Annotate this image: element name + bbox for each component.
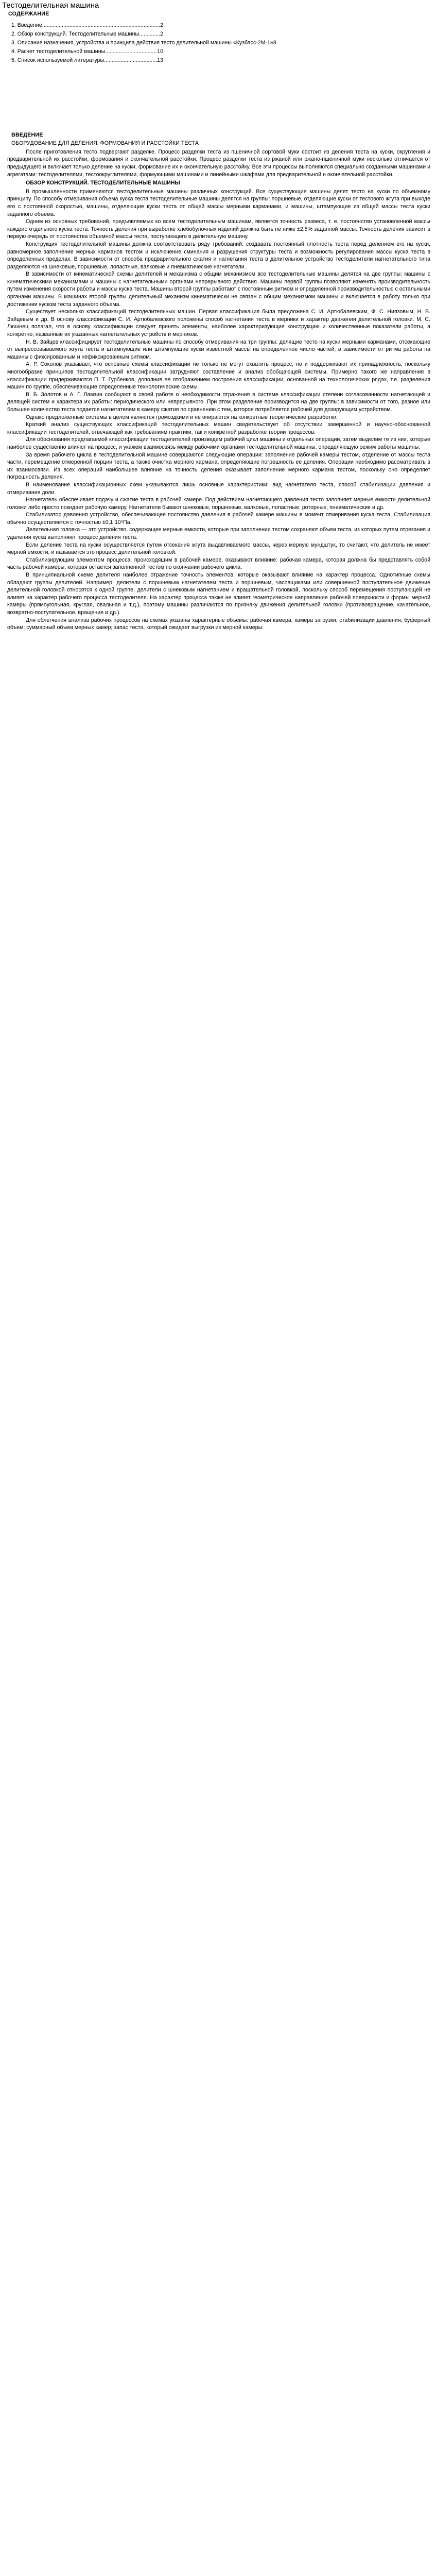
toc-leader: [42, 22, 160, 29]
paragraph: После приготовления тесто подвергают разделке. Процесс разделки теста из пшеничной сортовой муки состоит из деления теста на куски, округления и предварительной их расстойки, формования и окончательной расстойки. Процесс разделки теста из ржаной или ржано-пшеничной муки несколько отличается от предыдущего и включает только деление на куски, формование их и окончательную расстойку. Все эти процессы выполняются специально созданными машинами и агрегатами: тестоделителями, тестоокруглителями, формующими машинами и линейными шкафами для предварительной и окончательной расстойки.: [7, 148, 430, 178]
paragraph: Одним из основных требований, предъявляемых ко всем тестоделительным машинам, является точность развеса, т. е. постоянство установленной массы каждого отдельного куска теста. Точность деления при выработке хлебобулочных изделий должна быть не ниже ±2,5% заданной массы. Точность деления зависит в первую очередь от постоянства объемной массы теста, поступающего в делительную машину.: [7, 218, 430, 240]
toc-item[interactable]: [11, 47, 163, 56]
toc-leader: [104, 57, 157, 64]
section-heading: ОБЗОР КОНСТРУКЦИЙ. ТЕСТОДЕЛИТЕЛЬНЫЕ МАШИНЫ: [26, 180, 180, 187]
toc-leader: [105, 48, 157, 56]
toc-item[interactable]: [11, 38, 276, 47]
toc-item-page: 10: [157, 48, 163, 55]
toc-item-label: 4. Расчет тестоделительной машины: [11, 48, 106, 55]
toc-leader: [139, 30, 160, 38]
paragraph: В наименование классификационных схем указываются лишь основные характеристики: вид нагнетателя теста, способ стабилизации давления и отмеривания доли.: [7, 481, 430, 496]
paragraph: В принципиальной схеме делителя наиболее отражение точность элементов, которые оказывают влияние на характер процесса. Однотипные схемы обладают группы делителей. Например, делители с поршневым нагнетателем теста и поршневым, часовщиками или совершенной поступательное движение делительной головкой относятся к одной группе, делители с шнековым нагнетанием и вращательной головкой, поскольку способ перемещения поступающей не влияет на характер рабочего процесса тестоделителя. На характер процесса также не влияет геометрическое направление рабочей поверхности и формы мерной камеры (прямоугольная, круглая, овальная и т.д.), поэтому машины различаются по признаку движения делительной головки (противовращение, качательное, возвратно-поступательное, вращение и др.).: [7, 572, 430, 616]
paragraph: Существует несколько классификаций тестоделительных машин. Первая классификация была предложена С. И. Артюбалевским, Ф. С. Ниязовым, Н. В. Зайцевым и др. В основу классификации С. И. Артюбалевского положены способ нагнетания теста в мерники и характер движения делительной головки. М. С. Люшнец полагал, что в основу классификации следует принять элементы, наиболее характеризующие конструкцию и количественные показатели работы, а конкретно, названные их указанных нагнетательных устройств и мерников.: [7, 309, 430, 338]
paragraph: Если деление теста на куски осуществляется путем отсекания жгута выдавливаемого массы, через мерную мундштук, то считают, что делитель не имеет мерной емкости, и называется это процесс делительной головкой.: [7, 541, 430, 556]
paragraph: Конструкция тестоделительной машины должна соответствовать ряду требований: создавать постоянный плотность теста перед делением его на куски, равномерное заполнение мерных карманов тестом и исключение сминания и разрушения структуры теста и возможность регулирования массы куска теста в определенных пределах. В зависимости от способа предварительного сжатия и нагнетания теста в делительное устройство тестоделители нагнетательного типа разделяются на шнековые, поршневые, лопастные, валковые и пневматические нагнетатели.: [7, 241, 430, 270]
paragraph: Стабилизирующим элементом процесса, происходящим в рабочей камере, оказывают влияние: рабочая камера, которая должна бы представлять собой часть рабочей камеры, которая остается заполненной тестом по окончании рабочего цикла.: [7, 556, 430, 571]
paragraph: Однако предложенные системы в целом являются громоздкими и не опираются на конкретные теоретические разработки.: [26, 414, 338, 420]
paragraph: Н. В. Зайцев классифицирует тестоделительные машины по способу отмеривания на три группы: делящие тесто на куски мерными карманами, отсекающие от выпрессовываемого жгута теста и штампующие или штампующие куски известной массы на определенное число частей; в зависимости от ритма работы на машины с фиксированным и нефиксированным ритмом.: [7, 338, 430, 360]
paragraph: Для облегчения анализа рабочих процессов на схемах указаны характерные объемы: рабочая камера, камера загрузки; стабилизации давления; буферный объем; суммарный объем мерных камер; запас теста, который ожидает выгрузки из мерной камеры.: [7, 617, 430, 631]
document-body: [7, 10, 430, 632]
paragraph: Краткий анализ существующих классификаций тестоделительных машин свидетельствует об отсутствии завершенной и научно-обоснованной классификации тестоделителей, отвечающей как требованиям практики, так и конкретной разработке теории процессов.: [7, 421, 430, 435]
toc-item-label: 1. Введение: [11, 22, 42, 28]
toc-item[interactable]: [11, 56, 163, 64]
paragraph: За время рабочего цикла в тестоделительной машине совершаются следующие операции: заполнение рабочей камеры тестом, отделение от массы теста части, перемещение отмеренной порции теста, а также очистка мерного кармана, определяющие погрешность ее деления. Операции необходимо рассматривать в их взаимосвязи. Из всех операций наибольшее влияние на точность деления оказывает заполнение мерного кармана тестом, поскольку оно определяет погрешность деления.: [7, 451, 430, 481]
toc-item[interactable]: [11, 29, 163, 38]
toc-item-page: 2: [160, 31, 163, 37]
paragraph: В зависимости от кинематической схемы делителей и механизма с общим механизмом все тестоделительные машины делятся на две группы: машины с кинематическими механизмами и машины с нагнетательными органами непрерывного действия. Машины первой группы позволяют изменять производительность путем изменения скорости работы и массы куска теста. Машины второй группы работают с постоянным ритмом и определенной производительностью с остальными органами машины. В машинах второй группы делительный механизм кинематически не связан с общим механизмом машины и включается в работу только при достижении куском теста заданного объема.: [7, 271, 430, 308]
intro-subheading: ОБОРУДОВАНИЕ ДЛЯ ДЕЛЕНИЯ, ФОРМОВАНИЯ И РАССТОЙКИ ТЕСТА: [11, 140, 199, 147]
paragraph: Делительная головка — это устройство, содержащее мерные емкости, которые при заполнении тестом сохраняют объем теста, из которых путем отрезания и удаления куска выполняют процесс деления теста.: [7, 527, 430, 541]
paragraph: Нагнетатель обеспечивает подачу и сжатие теста в рабочей камере. Под действием нагнетающего давления тесто заполняет мерные емкости делительной головки либо просто покидает рабочую камеру. Нагнетатели бывают шнековые, поршневые, валковые, лопастные, роторные, пневматические и др.: [7, 497, 430, 511]
paragraph: Для обоснования предлагаемой классификации тестоделителей произведем рабочий цикл машины и отдельных операции, затем выделим те из них, которые наиболее существенно влияют на процесс, и укажем взаимосвязь между рабочими органами тестоделительной машины, определяющую режим работы машины.: [7, 436, 430, 450]
toc-item-label: 2. Обзор конструкций. Тестоделительные машины: [11, 31, 139, 37]
toc-item-page: 2: [160, 22, 163, 28]
toc-item-page: 8: [273, 40, 276, 46]
page-title: Тестоделительная машина: [2, 1, 99, 10]
toc-item[interactable]: [11, 21, 163, 29]
paragraph: В промышленности применяются тестоделительные машины различных конструкций. Все существующие машины делят тесто на куски по объемному принципу. По способу отмеривания объема куска теста тестоделительные машины делятся на группы: поршневые, отделяющие куски от тестового жгута при выходе его с постоянной скоростью, машины, отделяющие куски теста от общей массы мерными карманами, и машины, штампующие из общей массы теста куски заданного объема.: [7, 188, 430, 217]
toc-item-label: 3. Описание назначения, устройства и принципа действия тесто делительной машины «Кузбасс-2М-1»: [11, 40, 273, 46]
paragraph: В. Б. Золотов и А. Г. Ламзин сообщают в своей работе о необходимости отражения в системе классификации степени согласованности нагнетающей и делящей систем и характера их работы: периодического или непрерывного. При этом разделение производится на две группы: в зависимости от того, разное или большее количество теста подается нагнетателем в камеру сжатия по сравнению с тем, которое потребляется рабочей для дозирующим устройством.: [7, 391, 430, 413]
toc-item-label: 5. Список используемой литературы: [11, 57, 104, 63]
paragraph: А. Р. Соколов указывает, что основные схемы классификации не только не могут охватить процесс, но и поддерживают их принадлежность, поскольку многообразие принципов тестоделительной классификации затрудняют составление и анализ обобщающей системы. Примерно такого же направления в классификации придерживаются П. Т. Гурбенков, дополнив ее отображением построения классификации, основанной на технологических рядах, т.е. разделения машин по группе, обеспечивающие определенные технологические схемы.: [7, 361, 430, 391]
toc-heading: СОДЕРЖАНИЕ: [8, 11, 49, 17]
toc-item-page: 13: [157, 57, 163, 63]
toc-list: [7, 21, 430, 64]
paragraph: Стабилизатор давления устройство, обеспечивающее постоянство давления в рабочей камере машины в момент отмеривания куска теста. Стабилизация обычно осуществляется с точностью ±0,1·10⁵Па.: [7, 512, 430, 526]
intro-heading: ВВЕДЕНИЕ: [11, 131, 43, 138]
